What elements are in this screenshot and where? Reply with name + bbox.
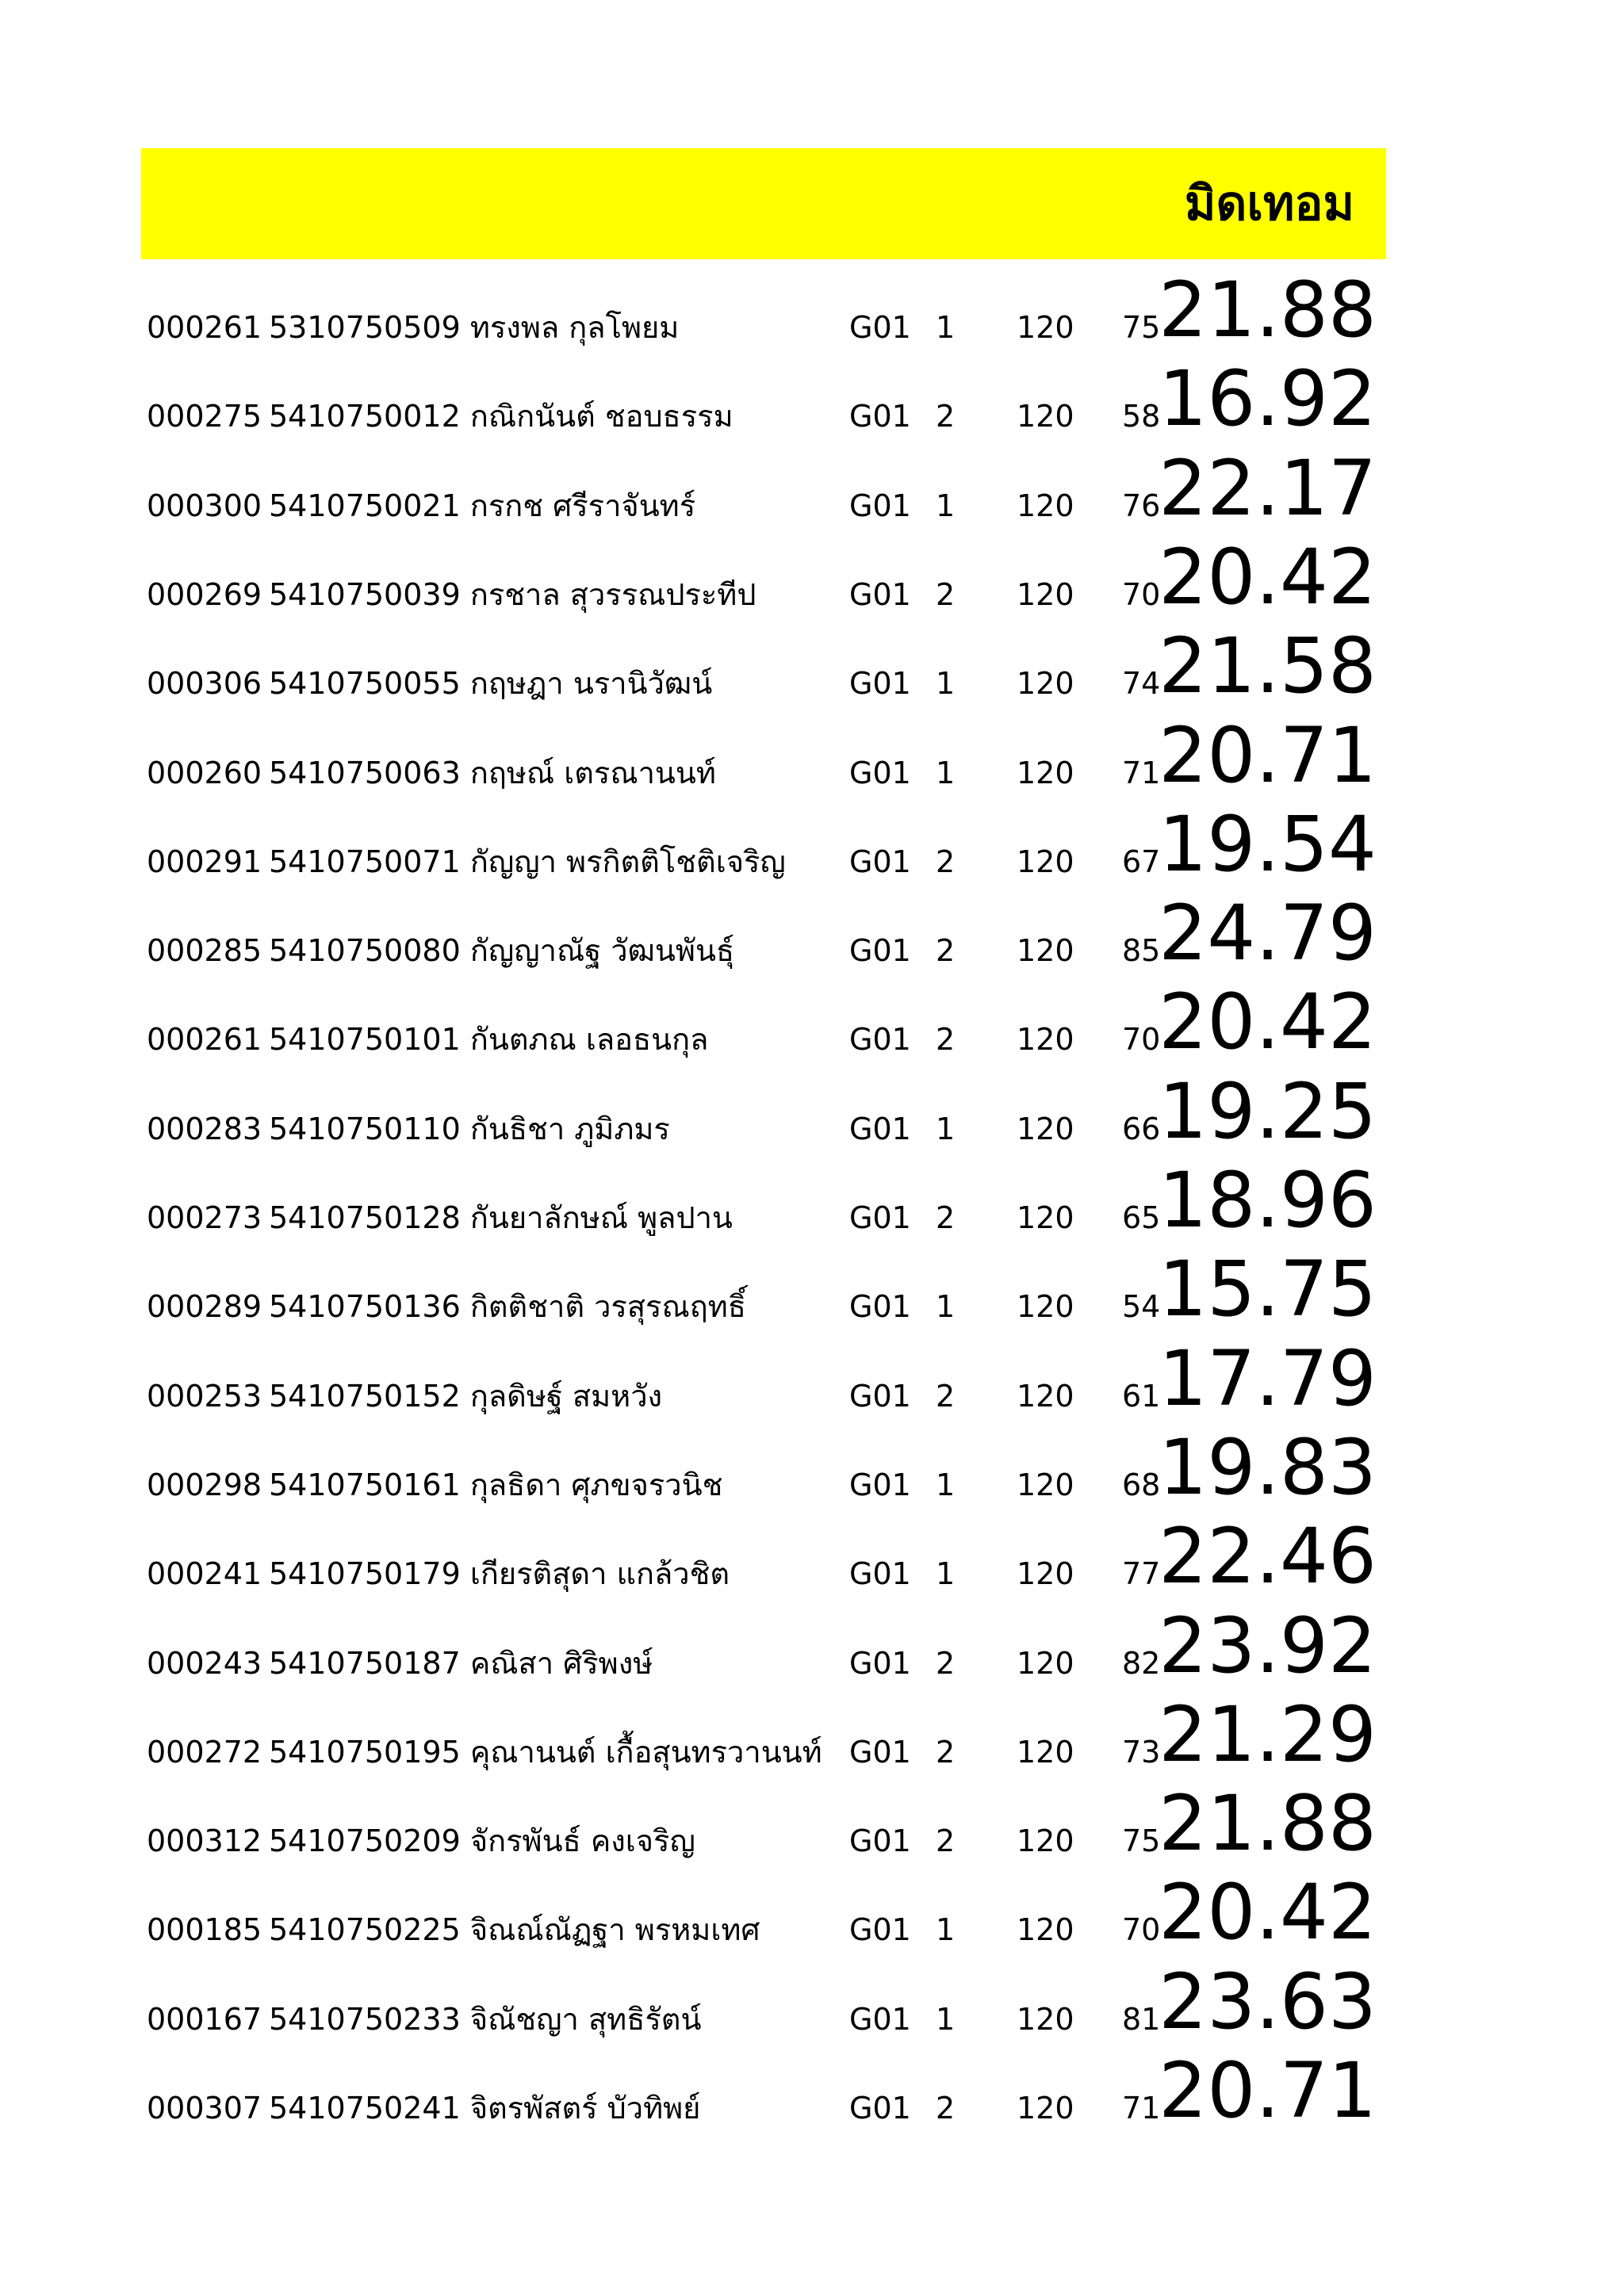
- row-section: 1: [936, 1556, 956, 1591]
- row-full-score: 120: [1017, 1823, 1074, 1858]
- table-row: [0, 1779, 1624, 1868]
- row-score: 18.96: [1159, 1156, 1377, 1245]
- row-student: 5410750233 จิณัชญา สุทธิรัตน์: [269, 2002, 702, 2037]
- row-seq: 000283: [147, 1112, 262, 1146]
- row-section: 2: [936, 577, 956, 612]
- row-group: G01: [849, 844, 911, 879]
- row-group: G01: [849, 1556, 911, 1591]
- row-student: 5310750509 ทรงพล กุลโพยม: [269, 310, 680, 345]
- row-full-score: 120: [1017, 1468, 1074, 1502]
- row-score: 24.79: [1159, 889, 1377, 978]
- row-raw-score: 75: [1122, 310, 1161, 345]
- row-section: 1: [936, 310, 956, 345]
- table-row: [0, 354, 1624, 443]
- row-section: 2: [936, 1823, 956, 1858]
- row-section: 2: [936, 1646, 956, 1681]
- table-row: [0, 1601, 1624, 1690]
- row-full-score: 120: [1017, 1646, 1074, 1681]
- row-student: 5410750225 จิณณ์ณัฏฐา พรหมเทศ: [269, 1912, 760, 1947]
- row-full-score: 120: [1017, 666, 1074, 701]
- table-row: [0, 1957, 1624, 2046]
- row-student: 5410750021 กรกช ศรีราจันทร์: [269, 488, 696, 523]
- row-score: 20.71: [1159, 2046, 1377, 2135]
- row-seq: 000285: [147, 933, 262, 968]
- row-score: 19.25: [1159, 1067, 1377, 1156]
- row-raw-score: 77: [1122, 1556, 1161, 1591]
- row-seq: 000298: [147, 1468, 262, 1502]
- table-row: [0, 889, 1624, 978]
- row-section: 2: [936, 1200, 956, 1235]
- row-seq: 000269: [147, 577, 262, 612]
- row-group: G01: [849, 933, 911, 968]
- row-score: 19.83: [1159, 1423, 1377, 1512]
- row-student: 5410750063 กฤษณ์ เตรณานนท์: [269, 756, 716, 790]
- row-section: 2: [936, 1022, 956, 1057]
- row-seq: 000243: [147, 1646, 262, 1681]
- row-group: G01: [849, 1735, 911, 1770]
- row-raw-score: 70: [1122, 1022, 1161, 1057]
- row-raw-score: 67: [1122, 844, 1161, 879]
- table-row: [0, 444, 1624, 533]
- row-seq: 000272: [147, 1735, 262, 1770]
- row-section: 1: [936, 756, 956, 790]
- table-row: [0, 266, 1624, 354]
- row-score: 21.88: [1159, 1779, 1377, 1868]
- row-full-score: 120: [1017, 933, 1074, 968]
- row-raw-score: 65: [1122, 1200, 1161, 1235]
- page-title: มิดเทอม: [1184, 176, 1354, 232]
- row-raw-score: 66: [1122, 1112, 1161, 1146]
- row-raw-score: 81: [1122, 2002, 1161, 2037]
- row-raw-score: 76: [1122, 488, 1161, 523]
- row-full-score: 120: [1017, 1289, 1074, 1324]
- row-raw-score: 71: [1122, 756, 1161, 790]
- row-full-score: 120: [1017, 488, 1074, 523]
- row-score: 23.63: [1159, 1957, 1377, 2046]
- row-raw-score: 70: [1122, 1912, 1161, 1947]
- row-group: G01: [849, 1022, 911, 1057]
- row-raw-score: 58: [1122, 399, 1161, 434]
- row-seq: 000167: [147, 2002, 262, 2037]
- row-group: G01: [849, 1200, 911, 1235]
- table-row: [0, 1868, 1624, 1957]
- row-raw-score: 54: [1122, 1289, 1161, 1324]
- row-section: 2: [936, 399, 956, 434]
- table-row: [0, 711, 1624, 800]
- row-student: 5410750055 กฤษฎา นรานิวัฒน์: [269, 666, 713, 701]
- row-full-score: 120: [1017, 1379, 1074, 1414]
- row-student: 5410750152 กุลดิษฐ์ สมหวัง: [269, 1379, 663, 1414]
- row-section: 2: [936, 2091, 956, 2126]
- row-full-score: 120: [1017, 2002, 1074, 2037]
- row-seq: 000300: [147, 488, 262, 523]
- row-score: 19.54: [1159, 800, 1377, 889]
- row-group: G01: [849, 488, 911, 523]
- row-seq: 000291: [147, 844, 262, 879]
- row-section: 2: [936, 1379, 956, 1414]
- row-section: 1: [936, 2002, 956, 2037]
- row-section: 2: [936, 1735, 956, 1770]
- row-raw-score: 73: [1122, 1735, 1161, 1770]
- row-section: 2: [936, 933, 956, 968]
- row-full-score: 120: [1017, 1556, 1074, 1591]
- row-full-score: 120: [1017, 1022, 1074, 1057]
- row-group: G01: [849, 756, 911, 790]
- row-full-score: 120: [1017, 577, 1074, 612]
- row-group: G01: [849, 666, 911, 701]
- row-section: 1: [936, 1468, 956, 1502]
- row-group: G01: [849, 577, 911, 612]
- row-raw-score: 61: [1122, 1379, 1161, 1414]
- row-group: G01: [849, 2091, 911, 2126]
- row-group: G01: [849, 1646, 911, 1681]
- table-row: [0, 1067, 1624, 1156]
- row-score: 20.42: [1159, 1868, 1377, 1957]
- row-student: 5410750012 กณิกนันต์ ชอบธรรม: [269, 399, 733, 434]
- row-group: G01: [849, 1379, 911, 1414]
- row-student: 5410750101 กันตภณ เลอธนกุล: [269, 1022, 709, 1057]
- row-score: 20.71: [1159, 711, 1377, 800]
- row-student: 5410750209 จักรพันธ์ คงเจริญ: [269, 1823, 695, 1858]
- table-row: [0, 978, 1624, 1066]
- row-score: 23.92: [1159, 1601, 1377, 1690]
- row-full-score: 120: [1017, 2091, 1074, 2126]
- row-raw-score: 85: [1122, 933, 1161, 968]
- row-full-score: 120: [1017, 756, 1074, 790]
- row-section: 1: [936, 1289, 956, 1324]
- table-row: [0, 1690, 1624, 1779]
- row-score: 22.46: [1159, 1512, 1377, 1601]
- row-raw-score: 68: [1122, 1468, 1161, 1502]
- row-student: 5410750179 เกียรติสุดา แกล้วชิต: [269, 1556, 730, 1591]
- row-student: 5410750161 กุลธิดา ศุภขจรวนิช: [269, 1468, 723, 1502]
- row-score: 17.79: [1159, 1334, 1377, 1423]
- row-group: G01: [849, 1289, 911, 1324]
- row-seq: 000185: [147, 1912, 262, 1947]
- table-row: [0, 2046, 1624, 2135]
- row-score: 15.75: [1159, 1245, 1377, 1334]
- row-group: G01: [849, 1823, 911, 1858]
- row-raw-score: 75: [1122, 1823, 1161, 1858]
- row-raw-score: 71: [1122, 2091, 1161, 2126]
- row-seq: 000312: [147, 1823, 262, 1858]
- row-seq: 000241: [147, 1556, 262, 1591]
- row-score: 20.42: [1159, 533, 1377, 622]
- row-seq: 000253: [147, 1379, 262, 1414]
- row-section: 2: [936, 844, 956, 879]
- row-seq: 000289: [147, 1289, 262, 1324]
- row-score: 21.88: [1159, 266, 1377, 354]
- row-raw-score: 82: [1122, 1646, 1161, 1681]
- row-group: G01: [849, 1112, 911, 1146]
- row-full-score: 120: [1017, 1735, 1074, 1770]
- row-raw-score: 74: [1122, 666, 1161, 701]
- row-student: 5410750039 กรชาล สุวรรณประทีป: [269, 577, 756, 612]
- row-student: 5410750187 คณิสา ศิริพงษ์: [269, 1646, 653, 1681]
- row-score: 21.29: [1159, 1690, 1377, 1779]
- row-score: 16.92: [1159, 354, 1377, 443]
- row-full-score: 120: [1017, 844, 1074, 879]
- table-row: [0, 1156, 1624, 1245]
- row-group: G01: [849, 310, 911, 345]
- row-student: 5410750071 กัญญา พรกิตติโชติเจริญ: [269, 844, 786, 879]
- row-seq: 000275: [147, 399, 262, 434]
- table-row: [0, 533, 1624, 622]
- table-row: [0, 1512, 1624, 1601]
- table-row: [0, 1245, 1624, 1334]
- row-section: 1: [936, 1912, 956, 1947]
- row-score: 20.42: [1159, 978, 1377, 1066]
- row-student: 5410750241 จิตรพัสตร์ บัวทิพย์: [269, 2091, 701, 2126]
- row-raw-score: 70: [1122, 577, 1161, 612]
- row-seq: 000307: [147, 2091, 262, 2126]
- row-seq: 000261: [147, 1022, 262, 1057]
- row-seq: 000306: [147, 666, 262, 701]
- row-seq: 000261: [147, 310, 262, 345]
- row-section: 1: [936, 666, 956, 701]
- row-full-score: 120: [1017, 1200, 1074, 1235]
- row-score: 21.58: [1159, 622, 1377, 710]
- row-full-score: 120: [1017, 399, 1074, 434]
- table-row: [0, 1423, 1624, 1512]
- row-student: 5410750136 กิตติชาติ วรสุรณฤทธิ์: [269, 1289, 746, 1324]
- row-student: 5410750195 คุณานนต์ เกื้อสุนทรวานนท์: [269, 1735, 822, 1770]
- row-seq: 000260: [147, 756, 262, 790]
- row-group: G01: [849, 1912, 911, 1947]
- table-row: [0, 800, 1624, 889]
- table-row: [0, 622, 1624, 710]
- table-row: [0, 1334, 1624, 1423]
- row-full-score: 120: [1017, 1912, 1074, 1947]
- row-student: 5410750080 กัญญาณัฐ วัฒนพันธุ์: [269, 933, 735, 968]
- row-group: G01: [849, 399, 911, 434]
- row-score: 22.17: [1159, 444, 1377, 533]
- row-full-score: 120: [1017, 1112, 1074, 1146]
- row-student: 5410750128 กันยาลักษณ์ พูลปาน: [269, 1200, 733, 1235]
- row-seq: 000273: [147, 1200, 262, 1235]
- row-student: 5410750110 กันธิชา ภูมิภมร: [269, 1112, 670, 1146]
- row-group: G01: [849, 1468, 911, 1502]
- row-section: 1: [936, 488, 956, 523]
- row-full-score: 120: [1017, 310, 1074, 345]
- row-group: G01: [849, 2002, 911, 2037]
- row-section: 1: [936, 1112, 956, 1146]
